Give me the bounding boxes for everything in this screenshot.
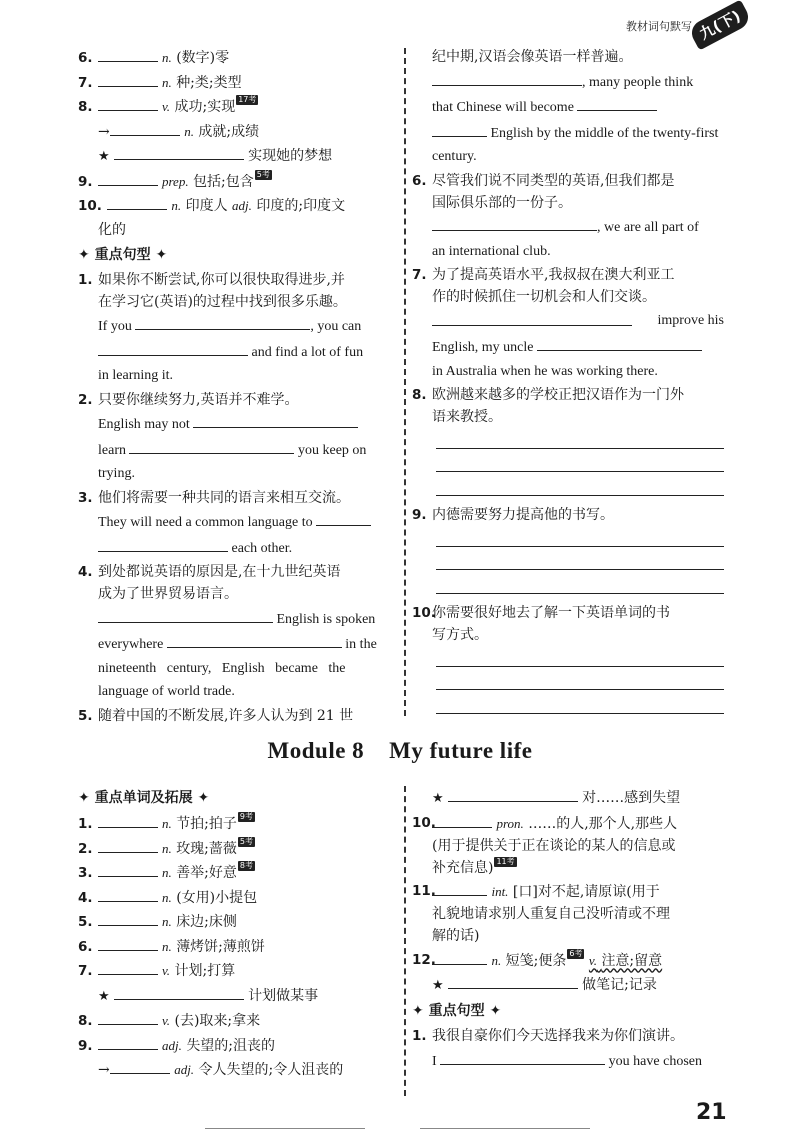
sentence-answer: in Australia when he was working there.: [432, 363, 658, 379]
column-divider-top: [404, 48, 406, 716]
answer-blank[interactable]: [432, 310, 632, 326]
sentence-prompt: 6. 尽管我们说不同类型的英语,但我们都是 国际俱乐部的一份子。: [412, 172, 675, 211]
section-title-key-sentences-2: ✦ 重点句型 ✦: [412, 1003, 502, 1019]
sentence-answer: each other.: [78, 536, 400, 560]
writing-line[interactable]: [412, 575, 724, 597]
answer-blank[interactable]: [114, 144, 244, 160]
answer-blank[interactable]: [98, 340, 248, 356]
sentence-prompt: 7. 为了提高英语水平,我叔叔在澳大利亚工 作的时候抓住一切机会和人们交谈。: [412, 267, 675, 305]
answer-blank[interactable]: [193, 412, 358, 428]
sentence-answer: and find a lot of fun: [78, 340, 400, 364]
sentence-answer: English may not: [78, 412, 400, 436]
writing-line[interactable]: [412, 430, 724, 452]
sentence-prompt: 1. 我很自豪你们今天选择我来为你们演讲。: [412, 1028, 684, 1044]
sentence-prompt-cont: 纪中期,汉语会像英语一样普遍。: [432, 49, 633, 65]
answer-blank[interactable]: [98, 886, 158, 902]
exam-count-badge: 5考: [239, 836, 253, 846]
star-icon: ★: [432, 978, 444, 993]
book-section-label: 教材词句默写: [626, 20, 692, 33]
answer-blank[interactable]: [432, 949, 487, 965]
answer-blank[interactable]: [316, 510, 371, 526]
answer-blank[interactable]: [432, 812, 492, 828]
vocab-item: 7. v. 计划;打算: [78, 959, 400, 982]
exam-count-badge: 8考: [239, 861, 253, 870]
sentence-answer: , many people think: [412, 70, 724, 94]
top-right-column: [412, 46, 724, 718]
answer-blank[interactable]: [98, 959, 158, 975]
writing-line[interactable]: [412, 551, 724, 573]
footer-rule: [205, 1128, 365, 1129]
writing-line[interactable]: [412, 648, 724, 670]
answer-blank[interactable]: [432, 121, 487, 137]
sentence-answer: English, my uncle: [412, 335, 724, 359]
answer-blank[interactable]: [98, 837, 158, 853]
vocab-item: 12. n. 短笺;便条 6考 v. 注意;留意: [412, 948, 663, 969]
answer-blank[interactable]: [448, 973, 578, 989]
sentence-prompt: 2. 只要你继续努力,英语并不难学。: [78, 391, 299, 408]
sentence-answer: nineteenth century, English became the: [98, 660, 346, 676]
sentence-answer: They will need a common language to: [78, 510, 400, 534]
answer-blank[interactable]: [135, 314, 310, 330]
answer-blank[interactable]: [129, 438, 294, 454]
answer-blank[interactable]: [110, 1058, 170, 1074]
vocab-item-cont: 化的: [98, 221, 126, 238]
sentence-answer: , we are all part of: [412, 215, 724, 239]
writing-line[interactable]: [412, 477, 724, 499]
answer-blank[interactable]: [107, 194, 167, 210]
section-title-key-sentences: ✦ 重点句型 ✦: [78, 246, 168, 263]
vocab-item: 7. n. 种;类;类型: [78, 71, 400, 94]
vocab-phrase: ★ 做笔记;记录: [412, 973, 724, 997]
writing-line[interactable]: [412, 528, 724, 550]
module-title: Module 8 My future life: [267, 738, 533, 763]
sentence-answer: language of world trade.: [98, 684, 235, 699]
vocab-item: 9. adj. 失望的;沮丧的: [78, 1034, 400, 1057]
sentence-prompt: 4. 到处都说英语的原因是,在十九世纪英语 成为了世界贸易语言。: [78, 564, 341, 602]
vocab-derived: → adj. 令人失望的;令人沮丧的: [78, 1058, 400, 1081]
answer-blank[interactable]: [98, 1009, 158, 1025]
vocab-item: 10. n. 印度人 adj. 印度的;印度文: [78, 194, 400, 217]
writing-line[interactable]: [412, 695, 724, 717]
sentence-answer: an international club.: [432, 243, 551, 259]
vocab-item: 9. prep. 包括;包含 5考: [78, 169, 270, 190]
vocab-item: 1. n. 节拍;拍子 9考: [78, 812, 253, 832]
answer-blank[interactable]: [440, 1049, 605, 1065]
answer-blank[interactable]: [98, 71, 158, 87]
writing-line[interactable]: [412, 671, 724, 693]
sentence-answer: I you have chosen: [412, 1049, 724, 1073]
vocab-item: 4. n. (女用)小提包: [78, 886, 400, 909]
vocab-phrase: ★ 对……感到失望: [412, 786, 724, 810]
answer-blank[interactable]: [98, 935, 158, 951]
answer-blank[interactable]: [577, 95, 657, 111]
vocab-derived: → n. 成就;成绩: [78, 120, 400, 143]
sentence-answer: trying.: [98, 466, 135, 481]
vocab-phrase: ★ 实现她的梦想: [78, 144, 400, 168]
vocab-item: 6. n. 薄烤饼;薄煎饼: [78, 935, 400, 958]
star-icon: ★: [98, 149, 110, 164]
sentence-answer: If you , you can: [78, 314, 400, 338]
sentence-answer: English by the middle of the twenty-first: [412, 121, 724, 145]
exam-count-badge: 6考: [569, 948, 583, 958]
answer-blank[interactable]: [98, 910, 158, 926]
top-left-column: [78, 46, 400, 728]
answer-blank[interactable]: [98, 170, 158, 186]
vocab-phrase: ★ 计划做某事: [78, 984, 400, 1008]
answer-blank[interactable]: [432, 70, 582, 86]
sentence-answer: in learning it.: [98, 368, 174, 383]
answer-blank[interactable]: [98, 607, 273, 623]
star-icon: ★: [98, 988, 110, 1004]
footer-rule: [420, 1128, 590, 1129]
vocab-item: 11. int. [口]对不起,请原谅(用于 礼貌地请求别人重复自己没听清或不理 解的话): [412, 880, 724, 947]
wavy-underline-note: v. 注意;留意: [588, 952, 663, 969]
sentence-answer: that Chinese will become: [412, 95, 724, 119]
answer-blank[interactable]: [537, 335, 702, 351]
column-divider-bottom: [404, 786, 406, 1096]
answer-blank[interactable]: [98, 46, 158, 62]
bottom-left-column: [78, 786, 400, 1083]
vocab-item: 6. n. (数字)零: [78, 46, 400, 69]
answer-blank[interactable]: [98, 861, 158, 877]
star-icon: ★: [432, 791, 444, 806]
vocab-item: 3. n. 善举;好意 8考: [78, 861, 253, 881]
answer-blank[interactable]: [448, 786, 578, 802]
exam-count-badge: 11考: [496, 856, 515, 866]
sentence-answer: English is spoken: [78, 607, 400, 631]
sentence-prompt: 8. 欧洲越来越多的学校正把汉语作为一门外 语来教授。: [412, 387, 684, 425]
grade-tag: 九(下): [687, 0, 752, 51]
answer-blank[interactable]: [98, 1034, 158, 1050]
sentence-prompt: 3. 他们将需要一种共同的语言来相互交流。: [78, 489, 350, 506]
sentence-answer: learn you keep on: [78, 438, 400, 462]
vocab-item: 5. n. 床边;床侧: [78, 910, 400, 933]
sentence-answer: everywhere in the: [78, 632, 400, 656]
sentence-answer: century.: [432, 149, 477, 164]
vocab-item: 8. v. 成功;实现 17考: [78, 95, 257, 115]
vocab-item: 10. pron. ……的人,那个人,那些人 (用于提供关于正在谈论的某人的信息或 补充信息) 11考: [412, 812, 724, 879]
sentence-answer: improve his: [412, 310, 724, 334]
exam-count-badge: 5考: [256, 169, 270, 179]
page-number: 21: [696, 1100, 727, 1125]
section-title-key-words: ✦ 重点单词及拓展 ✦: [78, 790, 210, 806]
answer-blank[interactable]: [114, 984, 244, 1000]
writing-line[interactable]: [412, 453, 724, 475]
sentence-prompt: 10. 你需要很好地去了解一下英语单词的书 写方式。: [412, 605, 670, 643]
sentence-prompt: 5. 随着中国的不断发展,许多人认为到 21 世: [78, 707, 354, 724]
exam-count-badge: 17考: [238, 95, 257, 104]
answer-blank[interactable]: [98, 95, 158, 111]
answer-blank[interactable]: [432, 215, 597, 231]
answer-blank[interactable]: [98, 536, 228, 552]
vocab-item: 2. n. 玫瑰;蔷薇 5考: [78, 836, 253, 857]
vocab-item: 8. v. (去)取来;拿来: [78, 1009, 400, 1032]
bottom-right-column: [412, 786, 724, 1074]
sentence-prompt: 9. 内德需要努力提高他的书写。: [412, 507, 614, 523]
answer-blank[interactable]: [167, 632, 342, 648]
answer-blank[interactable]: [432, 880, 487, 896]
answer-blank[interactable]: [110, 120, 180, 136]
answer-blank[interactable]: [98, 812, 158, 828]
exam-count-badge: 9考: [239, 812, 253, 821]
sentence-prompt: 1. 如果你不断尝试,你可以很快取得进步,并 在学习它(英语)的过程中找到很多乐趣。: [78, 271, 347, 310]
